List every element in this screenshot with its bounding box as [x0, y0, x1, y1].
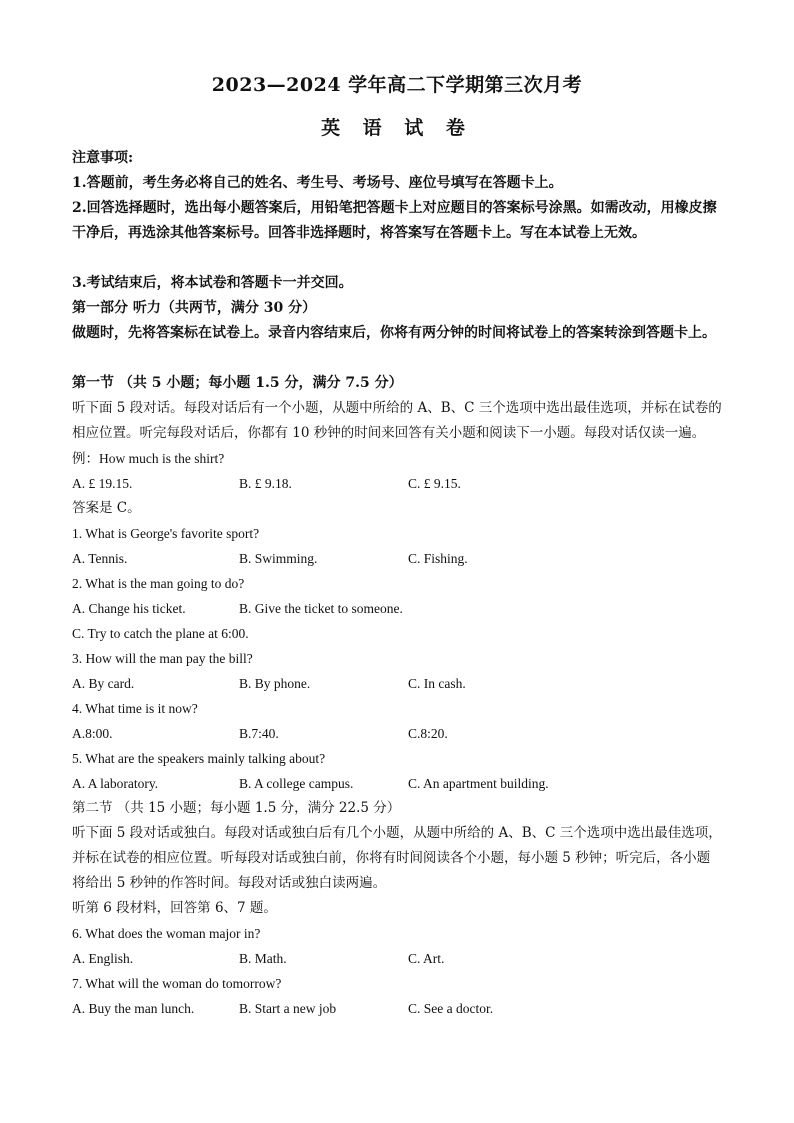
q6-option-a: A. English. [72, 951, 134, 966]
notice-item-1: 1.答题前，考生务必将自己的姓名、考生号、考场号、座位号填写在答题卡上。 [72, 175, 563, 191]
q3-option-c: C. In cash. [408, 676, 466, 691]
question-6-options [72, 946, 722, 971]
question-2-options-row2 [72, 621, 722, 646]
question-7: 7. What will the woman do tomorrow? [72, 976, 282, 991]
q3-option-a: A. By card. [72, 676, 135, 691]
q1-option-c: C. Fishing. [408, 551, 468, 566]
question-1-options [72, 546, 722, 571]
section2-heading: 第二节 （共 15 小题；每小题 1.5 分，满分 22.5 分） [72, 800, 401, 816]
question-5: 5. What are the speakers mainly talking about? [72, 751, 326, 766]
notice-item-3: 3.考试结束后，将本试卷和答题卡一并交回。 [72, 275, 353, 291]
question-7-options [72, 996, 722, 1021]
notice-heading: 注意事项: [72, 150, 134, 166]
q5-option-a: A. A laboratory. [72, 776, 159, 791]
part1-heading: 第一部分 听力（共两节，满分 30 分） [72, 300, 317, 316]
q5-option-c: C. An apartment building. [408, 776, 549, 791]
exam-content [72, 146, 722, 1021]
q2-option-a: A. Change his ticket. [72, 601, 186, 616]
question-4: 4. What time is it now? [72, 701, 198, 716]
part1-instruction: 做题时，先将答案标在试卷上。录音内容结束后，你将有两分钟的时间将试卷上的答案转涂到答题卡上。 [72, 325, 716, 341]
example-options [72, 471, 722, 496]
q4-option-a: A.8:00. [72, 726, 113, 741]
q4-option-b: B.7:40. [239, 726, 279, 741]
example-question: 例：How much is the shirt? [72, 451, 225, 466]
exam-title: 2023—2024 学年高二下学期第三次月考 [211, 74, 583, 96]
question-5-options [72, 771, 722, 796]
example-option-c: C. £ 9.15. [408, 476, 461, 491]
question-2: 2. What is the man going to do? [72, 576, 245, 591]
section1-instruction: 听下面 5 段对话。每段对话后有一个小题，从题中所给的 A、B、C 三个选项中选出最佳选项，并标在试卷的相应位置。听完每段对话后，你都有 10 秒钟的时间来回答有关小题和阅读下一小题。每段对话仅读一遍。 [72, 400, 722, 441]
q6-option-c: C. Art. [408, 951, 445, 966]
question-2-options [72, 596, 722, 621]
q7-option-a: A. Buy the man lunch. [72, 1001, 195, 1016]
exam-subtitle: 英 语 试 卷 [321, 117, 473, 139]
q7-option-b: B. Start a new job [239, 1001, 337, 1016]
q6-option-b: B. Math. [239, 951, 287, 966]
question-4-options [72, 721, 722, 746]
q4-option-c: C.8:20. [408, 726, 448, 741]
section2-instruction: 听下面 5 段对话或独白。每段对话或独白后有几个小题，从题中所给的 A、B、C 三个选项中选出最佳选项，并标在试卷的相应位置。听每段对话或独白前，你将有时间阅读各个小题，每小题 5 秒钟；听完后，各小题将给出 5 秒钟的作答时间。每段对话或独白读两遍。 [72, 825, 722, 891]
q5-option-b: B. A college campus. [239, 776, 354, 791]
q2-option-c: C. Try to catch the plane at 6:00. [72, 626, 249, 641]
example-option-a: A. £ 19.15. [72, 476, 133, 491]
q1-option-b: B. Swimming. [239, 551, 318, 566]
example-answer: 答案是 C。 [72, 500, 141, 516]
notice-item-2: 2.回答选择题时，选出每小题答案后，用铅笔把答题卡上对应题目的答案标号涂黑。如需改动，用橡皮擦干净后，再选涂其他答案标号。回答非选择题时，将答案写在答题卡上。写在本试卷上无效。 [72, 200, 717, 241]
q7-option-c: C. See a doctor. [408, 1001, 494, 1016]
question-6: 6. What does the woman major in? [72, 926, 261, 941]
section1-heading: 第一节 （共 5 小题；每小题 1.5 分，满分 7.5 分） [72, 375, 403, 391]
question-1: 1. What is George's favorite sport? [72, 526, 260, 541]
example-option-b: B. £ 9.18. [239, 476, 292, 491]
q3-option-b: B. By phone. [239, 676, 311, 691]
q2-option-b: B. Give the ticket to someone. [239, 601, 403, 616]
material-6-note: 听第 6 段材料，回答第 6、7 题。 [72, 900, 277, 916]
question-3-options [72, 671, 722, 696]
question-3: 3. How will the man pay the bill? [72, 651, 253, 666]
q1-option-a: A. Tennis. [72, 551, 128, 566]
